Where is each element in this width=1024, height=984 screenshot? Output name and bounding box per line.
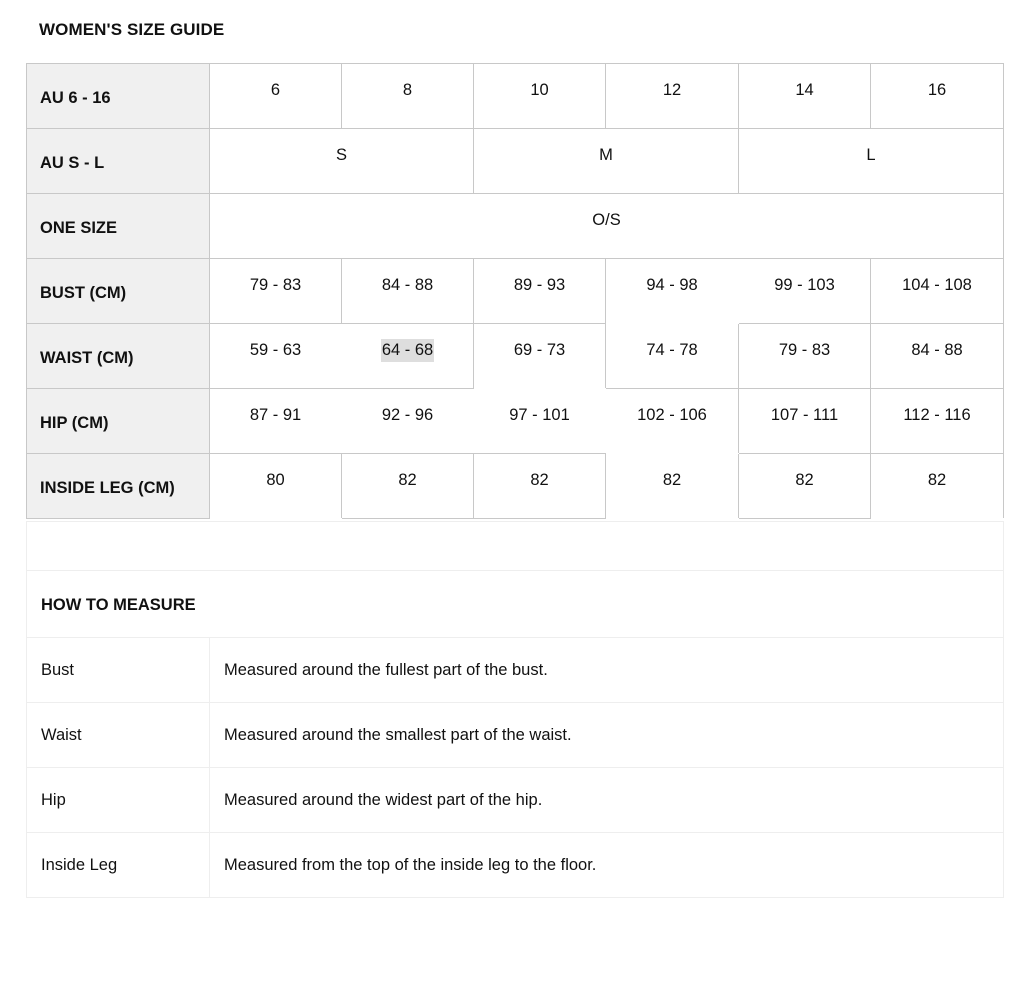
table-cell — [474, 259, 606, 324]
table-cell — [606, 324, 739, 389]
row-header: INSIDE LEG (CM) — [27, 454, 210, 519]
table-cell — [871, 64, 1004, 129]
table-cell — [606, 454, 739, 519]
table-cell — [606, 259, 739, 324]
how-to-measure-table — [26, 521, 1004, 898]
row-header: BUST (CM) — [27, 259, 210, 324]
row-header: HIP (CM) — [27, 389, 210, 454]
measurement-value: 59 - 63 — [249, 341, 302, 359]
measure-description: Measured from the top of the inside leg to the floor. — [210, 833, 1004, 898]
table-cell — [474, 454, 606, 519]
size-value: S — [335, 146, 347, 164]
table-cell — [739, 64, 871, 129]
table-row-waist — [27, 324, 1004, 389]
measurement-value: 80 — [266, 471, 285, 489]
measurement-value: 82 — [795, 471, 814, 489]
spacer-cell — [27, 522, 1004, 571]
row-header: AU 6 - 16 — [27, 64, 210, 129]
measure-row — [27, 638, 1004, 703]
size-value: 6 — [270, 81, 281, 99]
table-cell — [739, 129, 1004, 194]
table-row-au-letter — [27, 129, 1004, 194]
size-value: O/S — [592, 211, 621, 229]
table-cell — [871, 389, 1004, 454]
table-row-inside-leg — [27, 454, 1004, 519]
measurement-value: 99 - 103 — [774, 276, 835, 294]
measurement-value: 107 - 111 — [770, 406, 839, 424]
page-title: WOMEN'S SIZE GUIDE — [39, 20, 225, 39]
table-cell — [342, 324, 474, 389]
measurement-value: 89 - 93 — [513, 276, 566, 294]
measurement-value: 112 - 116 — [903, 406, 971, 424]
size-value: M — [599, 146, 613, 164]
table-cell — [871, 324, 1004, 389]
measurement-value: 79 - 83 — [778, 341, 831, 359]
table-cell — [210, 194, 1004, 259]
measurement-value: 74 - 78 — [646, 341, 698, 359]
table-cell — [342, 64, 474, 129]
measurement-value: 79 - 83 — [249, 276, 302, 294]
measure-row — [27, 703, 1004, 768]
measurement-value: 94 - 98 — [646, 276, 698, 294]
table-cell — [871, 259, 1004, 324]
row-header: ONE SIZE — [27, 194, 210, 259]
measure-row — [27, 768, 1004, 833]
measurement-value: 84 - 88 — [381, 276, 434, 294]
measure-description: Measured around the fullest part of the bust. — [210, 638, 1004, 703]
measurement-value: 87 - 91 — [249, 406, 302, 424]
table-cell — [210, 64, 342, 129]
table-cell — [871, 454, 1004, 519]
measurement-value: 82 — [927, 471, 947, 489]
row-header: WAIST (CM) — [27, 324, 210, 389]
table-cell — [739, 389, 871, 454]
size-value: 10 — [530, 81, 549, 99]
measurement-value: 102 - 106 — [637, 406, 707, 424]
measurement-value: 97 - 101 — [509, 406, 570, 424]
size-value: 8 — [402, 81, 413, 99]
table-cell — [210, 259, 342, 324]
table-cell — [606, 64, 739, 129]
table-cell — [474, 389, 606, 454]
section-heading: HOW TO MEASURE — [27, 571, 1004, 638]
table-cell — [739, 259, 871, 324]
measure-label: Inside Leg — [27, 833, 210, 898]
measurement-value: 104 - 108 — [902, 276, 972, 294]
measure-row — [27, 833, 1004, 898]
table-row-hip — [27, 389, 1004, 454]
size-value: L — [866, 146, 876, 164]
measure-description: Measured around the smallest part of the waist. — [210, 703, 1004, 768]
size-value: 14 — [795, 81, 814, 99]
spacer-row — [27, 522, 1004, 571]
measurement-value: 69 - 73 — [513, 341, 566, 359]
table-cell — [210, 454, 342, 519]
table-cell — [342, 389, 474, 454]
measure-label: Hip — [27, 768, 210, 833]
table-cell — [210, 389, 342, 454]
table-cell — [474, 64, 606, 129]
how-to-measure-heading-row — [27, 571, 1004, 638]
table-row-one-size — [27, 194, 1004, 259]
table-cell — [739, 454, 871, 519]
measurement-value: 84 - 88 — [911, 341, 963, 359]
table-cell — [739, 324, 871, 389]
measurement-value: 82 — [662, 471, 682, 489]
highlighted-measurement-value: 64 - 68 — [381, 339, 434, 362]
table-row-bust — [27, 259, 1004, 324]
table-cell — [210, 324, 342, 389]
measure-label: Bust — [27, 638, 210, 703]
table-cell — [210, 129, 474, 194]
measurement-value: 92 - 96 — [381, 406, 434, 424]
size-table — [26, 63, 1004, 519]
size-value: 12 — [662, 81, 682, 99]
size-value: 16 — [927, 81, 947, 99]
table-cell — [342, 259, 474, 324]
table-cell — [474, 324, 606, 389]
measure-description: Measured around the widest part of the hip. — [210, 768, 1004, 833]
row-header: AU S - L — [27, 129, 210, 194]
table-row-au-numeric — [27, 64, 1004, 129]
table-cell — [474, 129, 739, 194]
measurement-value: 82 — [398, 471, 417, 489]
measure-label: Waist — [27, 703, 210, 768]
table-cell — [342, 454, 474, 519]
measurement-value: 82 — [530, 471, 549, 489]
table-cell — [606, 389, 739, 454]
